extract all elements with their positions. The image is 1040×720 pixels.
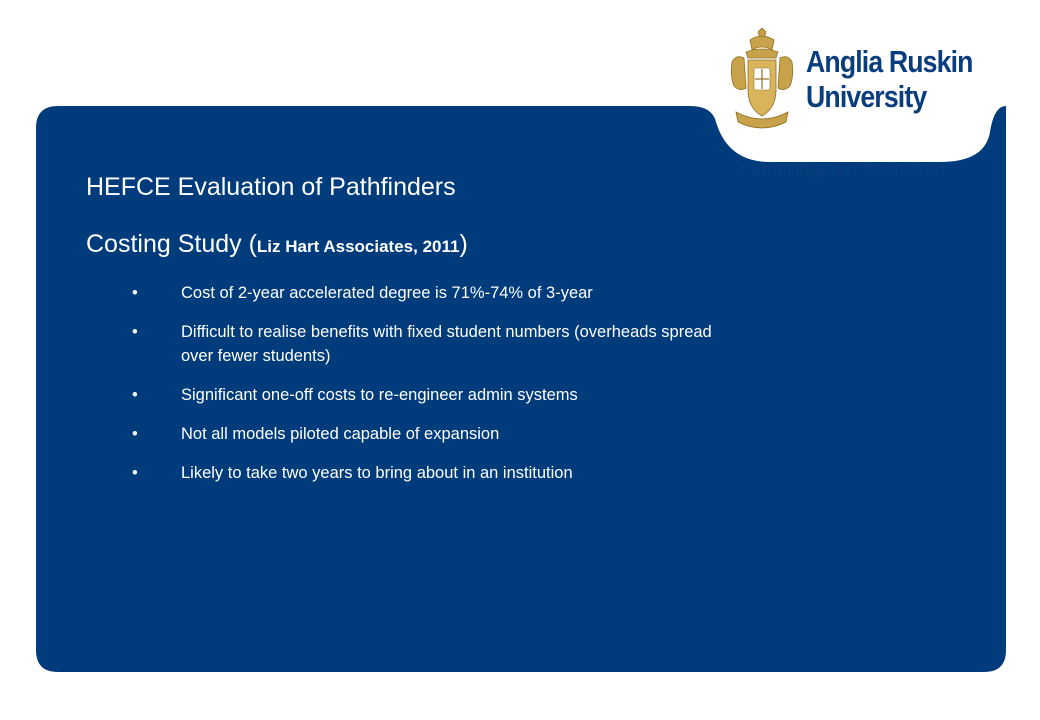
wordmark-line-2: University — [806, 79, 927, 114]
bullet-marker: • — [132, 464, 138, 482]
bullet-marker: • — [132, 386, 138, 404]
bullet-text: Cost of 2-year accelerated degree is 71%-74% of 3-year — [181, 284, 593, 302]
bullet-marker: • — [132, 323, 138, 341]
bullet-text: Likely to take two years to bring about in an institution — [181, 464, 573, 482]
bullet-item — [86, 422, 726, 446]
subtitle-source: Liz Hart Associates, 2011 — [256, 237, 460, 256]
wordmark-line-1: Anglia Ruskin — [806, 44, 973, 79]
subtitle-suffix: ) — [459, 230, 468, 258]
bullet-list — [86, 281, 726, 500]
university-wordmark — [806, 44, 973, 114]
bullet-marker: • — [132, 425, 138, 443]
bullet-text: Not all models piloted capable of expansion — [181, 425, 500, 443]
slide-subtitle — [86, 230, 468, 259]
bullet-marker: • — [132, 284, 138, 302]
bullet-item — [86, 320, 726, 368]
bullet-item — [86, 383, 726, 407]
bullet-item — [86, 461, 726, 485]
bullet-item — [86, 281, 726, 305]
slide-title: HEFCE Evaluation of Pathfinders — [86, 173, 456, 201]
subtitle-prefix: Costing Study ( — [86, 230, 257, 258]
bullet-text: Difficult to realise benefits with fixed student numbers (overheads spread over fewer students) — [181, 323, 712, 365]
university-crest-logo — [728, 28, 796, 140]
bullet-text: Significant one-off costs to re-engineer admin systems — [181, 386, 578, 404]
campus-location: Cambridge & Chelmsford — [740, 161, 946, 181]
